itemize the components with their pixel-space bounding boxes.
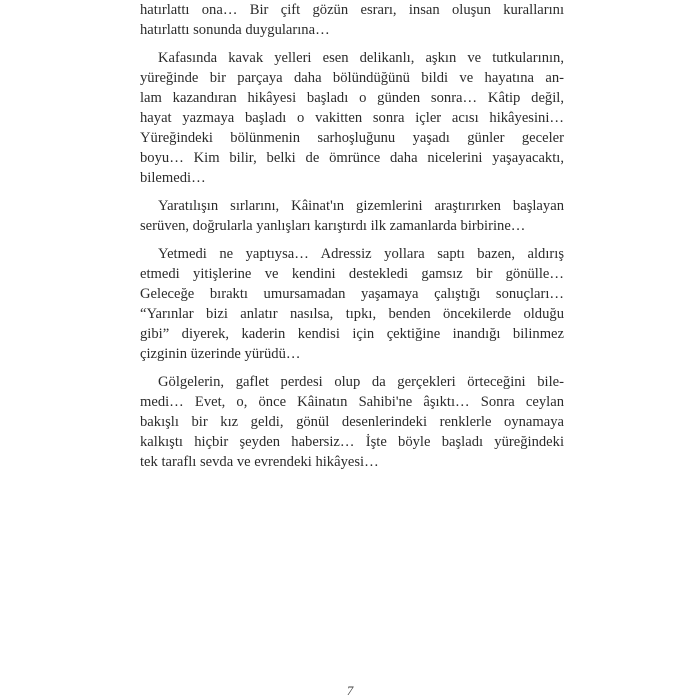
text-line: boyu… Kim bilir, belki de ömrünce daha nicelerini yaşayacaktı,	[140, 150, 564, 166]
paragraph	[140, 196, 564, 236]
text-line: Kafasında kavak yelleri esen delikanlı, aşkın ve tutkularının,	[158, 50, 564, 66]
page-number: 7	[346, 683, 354, 698]
text-line: gibi” diyerek, kaderin kendisi için çektiğine inandığı bilinmez	[140, 326, 564, 342]
text-line: Yüreğindeki bölünmenin sarhoşluğunu yaşadı günler geceler	[140, 130, 564, 146]
paragraph	[140, 48, 564, 188]
text-line: hatırlattı sonunda duygularına…	[140, 22, 330, 38]
text-line: serüven, doğrularla yanlışları karıştırdı ilk zamanlarda birbirine…	[140, 218, 526, 234]
text-line: yüreğinde bir parçaya daha bölündüğünü bildi ve hayatına an-	[140, 70, 564, 86]
text-line: Geleceğe bıraktı umursamadan yaşamaya çalıştığı sonuçları…	[140, 286, 564, 302]
text-line: lam kazandıran hikâyesi başladı o günden sonra… Kâtip değil,	[140, 90, 564, 106]
text-line: etmedi yitişlerine ve kendini destekledi gamsız bir gönülle…	[140, 266, 564, 282]
body-text	[140, 0, 564, 472]
text-line: Yaratılışın sırlarını, Kâinat'ın gizemlerini araştırırken başlayan	[158, 198, 564, 214]
text-line: tek taraflı sevda ve evrendeki hikâyesi…	[140, 454, 379, 470]
paragraph	[140, 244, 564, 364]
text-line: “Yarınlar bizi anlatır nasılsa, tıpkı, benden öncekilerde olduğu	[140, 306, 564, 322]
text-line: hatırlattı ona… Bir çift gözün esrarı, insan oluşun kurallarını	[140, 2, 564, 18]
text-line: bakışlı bir kız geldi, gönül desenlerindeki renklerle oynamaya	[140, 414, 564, 430]
text-line: kalkıştı hiçbir şeyden habersiz… İşte böyle başladı yüreğindeki	[140, 434, 564, 450]
text-line: Yetmedi ne yaptıysa… Adressiz yollara saptı bazen, aldırış	[158, 246, 564, 262]
text-line: Gölgelerin, gaflet perdesi olup da gerçekleri örteceğini bile-	[158, 374, 564, 390]
text-line: medi… Evet, o, önce Kâinatın Sahibi'ne âşıktı… Sonra ceylan	[140, 394, 564, 410]
text-line: çizginin üzerinde yürüdü…	[140, 346, 301, 362]
text-line: hayat yazmaya başladı o vakitten sonra içler acısı hikâyesini…	[140, 110, 564, 126]
text-line: bilemedi…	[140, 170, 206, 186]
paragraph	[140, 372, 564, 472]
paragraph	[140, 0, 564, 40]
